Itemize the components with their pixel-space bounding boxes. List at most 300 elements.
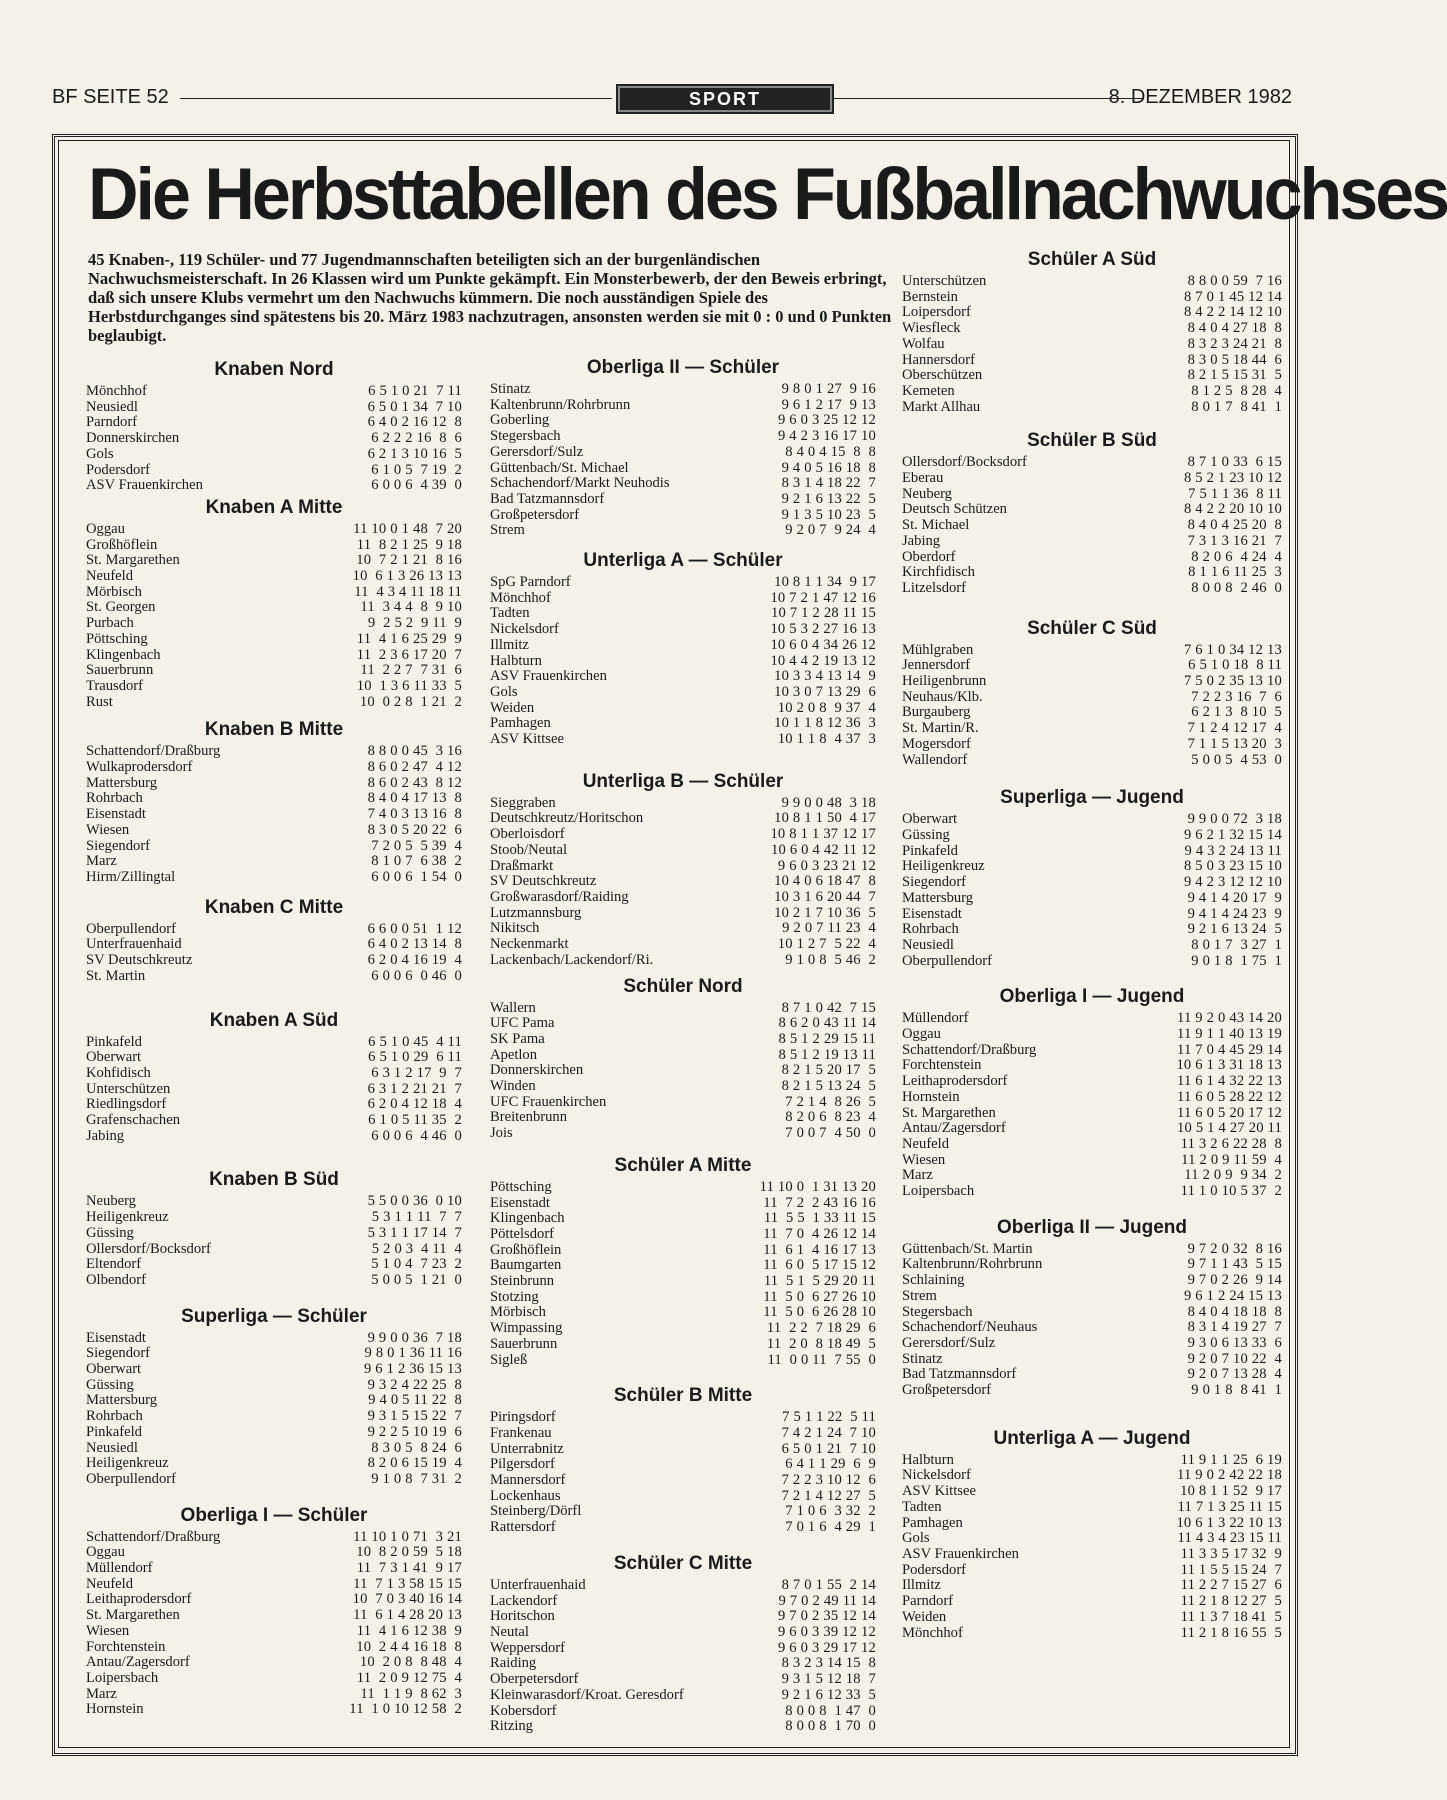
team-stats: 8 2 1 5 13 24 5 — [781, 1078, 876, 1095]
table-row — [490, 1704, 876, 1720]
table-row — [902, 1074, 1282, 1090]
team-stats: 11 2 0 9 12 75 4 — [356, 1670, 462, 1686]
team-stats: 6 3 1 2 17 9 7 — [371, 1064, 462, 1081]
team-name: Weiden — [902, 1608, 947, 1625]
table-row — [902, 922, 1282, 938]
team-name: Pinkafeld — [86, 1423, 142, 1440]
table-row — [902, 812, 1282, 828]
team-stats: 10 4 0 6 18 47 8 — [774, 873, 876, 890]
team-stats: 11 6 0 5 17 15 12 — [763, 1257, 876, 1274]
table-row — [902, 384, 1282, 400]
team-stats: 9 6 1 2 24 15 13 — [1183, 1287, 1282, 1304]
table-row — [86, 922, 462, 938]
table-row — [902, 534, 1282, 550]
table-row — [490, 1410, 876, 1426]
table-row — [490, 1211, 876, 1227]
team-stats: 5 0 0 5 4 53 0 — [1191, 751, 1282, 768]
table-row — [86, 1687, 462, 1703]
team-stats: 9 4 2 3 12 12 10 — [1183, 874, 1282, 891]
team-stats: 11 1 0 10 5 37 2 — [1180, 1183, 1282, 1200]
team-stats: 9 0 1 8 8 41 1 — [1191, 1382, 1282, 1399]
team-name: Oberpullendorf — [902, 952, 992, 969]
team-name: Leithaprodersdorf — [902, 1073, 1008, 1090]
team-stats: 10 1 1 8 4 37 3 — [777, 731, 876, 748]
table-row — [902, 1484, 1282, 1500]
team-stats: 9 7 1 1 43 5 15 — [1187, 1256, 1282, 1273]
table-row — [490, 937, 876, 953]
team-name: Weppersdorf — [490, 1639, 566, 1656]
team-name: Schachendorf/Markt Neuhodis — [490, 475, 670, 492]
team-stats: 6 5 1 0 18 8 11 — [1188, 657, 1282, 674]
table-row — [86, 553, 462, 569]
table-row — [490, 921, 876, 937]
table-row — [902, 705, 1282, 721]
table-row — [490, 1079, 876, 1095]
team-name: Unterrabnitz — [490, 1440, 564, 1457]
team-name: Pinkafeld — [902, 842, 958, 859]
table-title: Schüler B Süd — [1027, 430, 1157, 452]
team-stats: 7 5 1 1 36 8 11 — [1188, 485, 1282, 502]
team-name: Leithaprodersdorf — [86, 1591, 192, 1608]
table-row — [490, 843, 876, 859]
team-stats: 9 4 1 4 20 17 9 — [1187, 889, 1282, 906]
team-stats: 9 6 0 3 29 17 12 — [777, 1639, 876, 1656]
team-stats: 6 0 0 6 4 46 0 — [371, 1127, 462, 1144]
table-row — [86, 953, 462, 969]
table-row — [86, 384, 462, 400]
team-stats: 8 2 1 5 20 17 5 — [781, 1062, 876, 1079]
table-title: Knaben C Mitte — [204, 896, 344, 918]
table-row — [902, 891, 1282, 907]
team-name: Rohrbach — [86, 1408, 143, 1425]
table-row — [490, 382, 876, 398]
team-name: Loipersbach — [86, 1670, 159, 1686]
team-stats: 8 4 2 2 14 12 10 — [1183, 304, 1282, 321]
team-stats: 9 4 0 5 16 18 8 — [781, 459, 876, 476]
table-row — [86, 1545, 462, 1561]
table-title: Schüler A Mitte — [614, 1154, 752, 1176]
table-row — [86, 1655, 462, 1671]
team-stats: 11 4 1 6 25 29 9 — [356, 630, 462, 647]
column-right — [902, 246, 1282, 1641]
team-name: SpG Parndorf — [490, 574, 571, 591]
team-stats: 6 1 0 5 11 35 2 — [368, 1112, 462, 1129]
team-name: Wiesen — [902, 1151, 946, 1168]
team-stats: 7 2 1 4 8 26 5 — [785, 1093, 876, 1110]
table-row — [86, 1242, 462, 1258]
team-name: Unterfrauenhaid — [86, 936, 182, 953]
team-name: Podersdorf — [902, 1561, 967, 1578]
table-row — [490, 445, 876, 461]
column-middle — [490, 354, 876, 1735]
team-name: ASV Frauenkirchen — [86, 477, 203, 494]
table-row — [490, 732, 876, 748]
team-stats: 11 1 3 7 18 41 5 — [1180, 1608, 1282, 1625]
team-stats: 7 3 1 3 16 21 7 — [1187, 532, 1282, 549]
table-row — [86, 1671, 462, 1687]
team-stats: 11 5 5 1 33 11 15 — [763, 1210, 876, 1227]
table-row — [490, 1180, 876, 1196]
team-name: Hornstein — [902, 1088, 960, 1105]
table-row — [86, 1113, 462, 1129]
team-stats: 8 3 0 5 8 24 6 — [371, 1439, 462, 1456]
team-stats: 8 3 2 3 24 21 8 — [1187, 335, 1282, 352]
team-stats: 10 8 1 1 52 9 17 — [1180, 1483, 1282, 1500]
team-name: Schattendorf/Draßburg — [86, 743, 221, 760]
table-row — [490, 859, 876, 875]
table-title: Schüler A Süd — [1027, 249, 1157, 270]
team-stats: 10 5 3 2 27 16 13 — [770, 621, 876, 638]
team-name: Stegersbach — [902, 1303, 973, 1320]
team-name: Forchtenstein — [86, 1638, 166, 1655]
team-name: Neusiedl — [86, 1439, 138, 1456]
team-stats: 9 3 0 6 13 33 6 — [1187, 1334, 1282, 1351]
table-row — [902, 1090, 1282, 1106]
team-stats: 8 3 2 3 14 15 8 — [781, 1655, 876, 1672]
team-name: Ollersdorf/Bocksdorf — [86, 1240, 211, 1257]
table-block — [490, 1152, 876, 1368]
team-stats: 11 6 1 4 32 22 13 — [1176, 1073, 1282, 1090]
table-row — [86, 1640, 462, 1656]
team-name: Ollersdorf/Bocksdorf — [902, 454, 1027, 471]
table-row — [490, 606, 876, 622]
team-name: Mörbisch — [86, 583, 142, 600]
team-name: Sauerbrunn — [490, 1335, 558, 1352]
table-row — [490, 1337, 876, 1353]
table-row — [902, 1610, 1282, 1626]
team-stats: 11 2 3 6 17 20 7 — [356, 646, 462, 663]
intro-paragraph: 45 Knaben-, 119 Schüler- und 77 Jugendmannschaften beteiligten sich an der burgenländischen Nachwuchsmeisterschaft. In 26 Klassen wird um Punkte gekämpft. Ein Monsterbewerb, der den Beweis erbringt, daß sich unsere Klubs vermehrt um den Nachwuchs kümmern. Die noch ausständigen Spiele des Herbstdurchganges sind spätestens bis 20. März 1983 nachzutragen, ansonsten werden sie mit 0 : 0 und 0 Punkten beglaubigt. — [88, 250, 892, 345]
team-name: Kleinwarasdorf/Kroat. Geresdorf — [490, 1686, 684, 1703]
team-name: Mattersburg — [86, 1392, 158, 1409]
team-name: Lackenbach/Lackendorf/Ri. — [490, 951, 654, 968]
team-stats: 8 3 0 5 18 44 6 — [1187, 351, 1282, 368]
team-name: Mönchhof — [490, 589, 551, 606]
table-row — [86, 679, 462, 695]
team-name: Mönchhof — [86, 383, 147, 399]
team-name: Stoob/Neutal — [490, 841, 568, 858]
table-row — [490, 523, 876, 539]
team-name: Großhöflein — [490, 1241, 562, 1258]
table-row — [902, 954, 1282, 970]
team-stats: 10 7 1 2 28 11 15 — [770, 605, 876, 622]
team-name: Antau/Zagersdorf — [86, 1654, 190, 1671]
team-name: Eisenstadt — [490, 1194, 550, 1211]
table-row — [902, 1578, 1282, 1594]
table-row — [490, 701, 876, 717]
table-block — [490, 1550, 876, 1735]
team-name: Eisenstadt — [86, 1329, 146, 1346]
table-row — [86, 1592, 462, 1608]
team-name: Rust — [86, 693, 113, 710]
team-name: Schachendorf/Neuhaus — [902, 1319, 1038, 1336]
team-name: Goberling — [490, 412, 550, 429]
team-stats: 8 0 0 8 1 47 0 — [785, 1702, 876, 1719]
table-row — [490, 1625, 876, 1641]
table-block — [86, 356, 462, 494]
team-name: Schattendorf/Draßburg — [86, 1528, 221, 1545]
team-name: Heiligenbrunn — [902, 673, 987, 690]
team-stats: 11 7 0 4 26 12 14 — [763, 1225, 876, 1242]
table-row — [86, 823, 462, 839]
team-name: Mattersburg — [86, 774, 158, 791]
team-stats: 8 7 0 1 55 2 14 — [781, 1576, 876, 1593]
team-name: Oberwart — [902, 811, 958, 828]
table-row — [490, 906, 876, 922]
table-title: Schüler C Mitte — [613, 1552, 753, 1574]
team-name: Marz — [86, 1685, 117, 1702]
table-row — [86, 1456, 462, 1472]
table-row — [902, 674, 1282, 690]
team-name: St. Margarethen — [902, 1104, 996, 1121]
table-row — [490, 811, 876, 827]
team-name: St. Martin/R. — [902, 720, 979, 737]
team-name: St. Georgen — [86, 599, 156, 616]
team-stats: 10 7 0 3 40 16 14 — [352, 1591, 462, 1608]
team-stats: 9 2 2 5 10 19 6 — [367, 1423, 462, 1440]
team-stats: 6 4 1 1 29 6 9 — [785, 1456, 876, 1473]
team-name: Müllendorf — [86, 1560, 153, 1577]
table-row — [490, 429, 876, 445]
team-stats: 6 0 0 6 4 39 0 — [371, 477, 462, 494]
team-name: Trausdorf — [86, 677, 144, 694]
team-stats: 8 5 1 2 19 13 11 — [778, 1046, 876, 1063]
table-row — [86, 616, 462, 632]
team-name: Marz — [86, 853, 117, 870]
team-name: Mannersdorf — [490, 1472, 566, 1489]
team-stats: 9 9 0 0 36 7 18 — [367, 1329, 462, 1346]
team-name: Deutsch Schützen — [902, 501, 1007, 518]
team-name: SV Deutschkreutz — [86, 952, 193, 969]
team-name: Gerersdorf/Sulz — [902, 1334, 996, 1351]
table-row — [902, 455, 1282, 471]
table-block — [86, 1166, 462, 1288]
team-name: Stinatz — [490, 381, 531, 397]
team-name: Mattersburg — [902, 889, 974, 906]
team-name: Parndorf — [902, 1593, 954, 1610]
table-title: Knaben Nord — [214, 359, 334, 380]
team-name: Hirm/Zillingtal — [86, 868, 176, 885]
team-stats: 10 0 2 8 1 21 2 — [359, 693, 462, 710]
table-title: Oberliga I — Schüler — [180, 1504, 368, 1526]
table-row — [902, 859, 1282, 875]
team-stats: 8 2 1 5 15 31 5 — [1187, 367, 1282, 384]
team-name: Markt Allhau — [902, 398, 981, 415]
table-row — [86, 463, 462, 479]
team-stats: 7 0 0 7 4 50 0 — [785, 1125, 876, 1142]
table-block — [86, 1303, 462, 1488]
team-name: Mühlgraben — [902, 641, 974, 658]
team-stats: 9 4 3 2 24 13 11 — [1184, 842, 1282, 859]
table-row — [490, 1095, 876, 1111]
team-name: Oggau — [902, 1026, 941, 1043]
team-stats: 7 2 1 4 12 27 5 — [781, 1487, 876, 1504]
team-stats: 9 3 1 5 15 22 7 — [367, 1408, 462, 1425]
table-block — [490, 1382, 876, 1536]
table-row — [490, 1353, 876, 1369]
table-row — [902, 1367, 1282, 1383]
team-name: Heiligenkreuz — [86, 1209, 169, 1226]
team-name: Großwarasdorf/Raiding — [490, 888, 629, 905]
team-name: Burgauberg — [902, 704, 971, 721]
table-row — [86, 400, 462, 416]
table-row — [902, 471, 1282, 487]
team-stats: 8 7 1 0 33 6 15 — [1187, 454, 1282, 471]
team-stats: 8 4 0 4 25 20 8 — [1187, 517, 1282, 534]
team-stats: 11 6 0 5 20 17 12 — [1176, 1104, 1282, 1121]
team-name: Halbturn — [902, 1451, 954, 1468]
team-name: Wiesfleck — [902, 320, 961, 337]
team-name: ASV Frauenkirchen — [490, 668, 607, 685]
team-stats: 10 1 2 7 5 22 4 — [777, 936, 876, 953]
table-row — [902, 753, 1282, 769]
table-row — [86, 1097, 462, 1113]
table-block — [86, 716, 462, 885]
team-name: Güssing — [902, 826, 950, 843]
table-row — [86, 1035, 462, 1051]
table-title: Superliga — Schüler — [181, 1305, 367, 1327]
team-name: Kohfidisch — [86, 1064, 151, 1081]
team-name: Neufeld — [902, 1135, 950, 1152]
table-block — [86, 494, 462, 710]
team-stats: 9 6 1 2 17 9 13 — [781, 396, 876, 413]
team-stats: 11 7 1 3 25 11 15 — [1177, 1498, 1282, 1515]
table-row — [86, 447, 462, 463]
team-stats: 8 6 0 2 47 4 12 — [367, 759, 462, 776]
team-name: SK Pama — [490, 1030, 545, 1047]
table-row — [902, 353, 1282, 369]
team-stats: 8 4 0 4 27 18 8 — [1187, 320, 1282, 337]
table-title: Superliga — Jugend — [1000, 787, 1184, 809]
table-row — [902, 337, 1282, 353]
table-block — [902, 983, 1282, 1199]
team-name: Pöttelsdorf — [490, 1225, 555, 1242]
team-stats: 5 5 0 0 36 0 10 — [367, 1193, 462, 1210]
table-row — [490, 1442, 876, 1458]
team-name: Eisenstadt — [86, 806, 146, 823]
table-row — [86, 1472, 462, 1488]
team-stats: 6 0 0 6 1 54 0 — [371, 868, 462, 885]
section-logo: SPORT — [616, 84, 834, 114]
team-stats: 9 2 0 7 9 24 4 — [785, 522, 876, 539]
team-stats: 8 6 0 2 43 8 12 — [367, 774, 462, 791]
team-name: Pöttsching — [490, 1178, 552, 1195]
table-title: Unterliga B — Schüler — [582, 770, 784, 792]
team-stats: 8 8 0 0 45 3 16 — [367, 743, 462, 760]
table-row — [902, 1626, 1282, 1642]
table-row — [86, 478, 462, 494]
team-name: Kemeten — [902, 382, 955, 399]
table-row — [490, 1520, 876, 1536]
team-name: Illmitz — [902, 1577, 941, 1594]
team-name: St. Martin — [86, 967, 146, 984]
team-stats: 9 9 0 0 48 3 18 — [777, 794, 876, 811]
team-stats: 11 4 3 4 23 15 11 — [1177, 1530, 1282, 1547]
team-name: Riedlingsdorf — [86, 1096, 167, 1113]
table-row — [86, 663, 462, 679]
team-stats: 11 10 0 1 48 7 20 — [353, 520, 462, 537]
team-name: Lutzmannsburg — [490, 904, 582, 921]
team-stats: 9 8 0 1 36 11 16 — [364, 1345, 462, 1362]
team-stats: 9 6 2 1 32 15 14 — [1183, 826, 1282, 843]
team-stats: 7 4 0 3 13 16 8 — [367, 806, 462, 823]
team-name: Mogersdorf — [902, 735, 971, 752]
table-row — [490, 1196, 876, 1212]
table-row — [490, 1489, 876, 1505]
team-name: Stinatz — [902, 1350, 943, 1367]
team-stats: 8 4 2 2 20 10 10 — [1183, 501, 1282, 518]
team-stats: 7 2 2 3 16 7 6 — [1191, 688, 1282, 705]
team-name: Neuberg — [902, 485, 952, 502]
team-stats: 11 2 0 8 18 49 5 — [766, 1335, 876, 1352]
team-stats: 11 6 0 5 28 22 12 — [1176, 1088, 1282, 1105]
team-stats: 10 3 0 7 13 29 6 — [774, 683, 876, 700]
table-row — [86, 1257, 462, 1273]
table-row — [490, 1504, 876, 1520]
table-row — [902, 1531, 1282, 1547]
team-name: Apetlon — [490, 1046, 538, 1063]
team-stats: 11 10 0 1 31 13 20 — [759, 1178, 876, 1195]
table-row — [86, 870, 462, 886]
team-name: Pöttsching — [86, 630, 148, 647]
table-row — [902, 1453, 1282, 1469]
team-name: Rohrbach — [902, 921, 959, 938]
team-stats: 9 6 0 3 25 12 12 — [777, 412, 876, 429]
team-stats: 11 1 0 10 12 58 2 — [349, 1701, 462, 1718]
team-stats: 8 8 0 0 59 7 16 — [1187, 273, 1282, 289]
team-name: Jois — [490, 1125, 513, 1142]
team-name: Neufeld — [86, 1575, 134, 1592]
team-stats: 8 7 0 1 45 12 14 — [1183, 288, 1282, 305]
table-row — [902, 1137, 1282, 1153]
team-name: Kaltenbrunn/Rohrbrunn — [902, 1256, 1043, 1273]
table-block — [490, 768, 876, 969]
team-stats: 11 7 3 1 41 9 17 — [356, 1560, 462, 1577]
table-row — [490, 669, 876, 685]
table-row — [902, 1563, 1282, 1579]
table-row — [490, 1457, 876, 1473]
table-row — [86, 760, 462, 776]
team-name: ASV Kittsee — [902, 1483, 976, 1500]
team-name: Donnerskirchen — [490, 1062, 584, 1079]
table-row — [490, 685, 876, 701]
table-row — [86, 600, 462, 616]
table-row — [902, 1547, 1282, 1563]
team-stats: 11 7 1 3 58 15 15 — [353, 1575, 462, 1592]
team-name: Siegendorf — [86, 1345, 151, 1362]
team-name: Oberwart — [86, 1049, 142, 1066]
table-row — [902, 565, 1282, 581]
table-row — [490, 575, 876, 591]
team-stats: 9 6 1 2 36 15 13 — [363, 1361, 462, 1378]
table-row — [902, 1058, 1282, 1074]
table-row — [490, 1305, 876, 1321]
table-row — [902, 1468, 1282, 1484]
team-stats: 11 2 1 8 16 55 5 — [1180, 1624, 1282, 1641]
team-stats: 7 2 0 5 5 39 4 — [371, 837, 462, 854]
team-stats: 10 8 1 1 50 4 17 — [774, 810, 876, 827]
table-row — [490, 1290, 876, 1306]
team-name: Siegendorf — [86, 837, 151, 854]
team-name: St. Margarethen — [86, 552, 180, 569]
team-stats: 6 5 1 0 45 4 11 — [368, 1033, 462, 1050]
table-row — [490, 1032, 876, 1048]
team-name: Sauerbrunn — [86, 662, 154, 679]
team-stats: 7 5 1 1 22 5 11 — [782, 1409, 876, 1426]
team-stats: 5 0 0 5 1 21 0 — [371, 1271, 462, 1288]
table-row — [490, 461, 876, 477]
table-title: Knaben A Süd — [209, 1009, 339, 1031]
